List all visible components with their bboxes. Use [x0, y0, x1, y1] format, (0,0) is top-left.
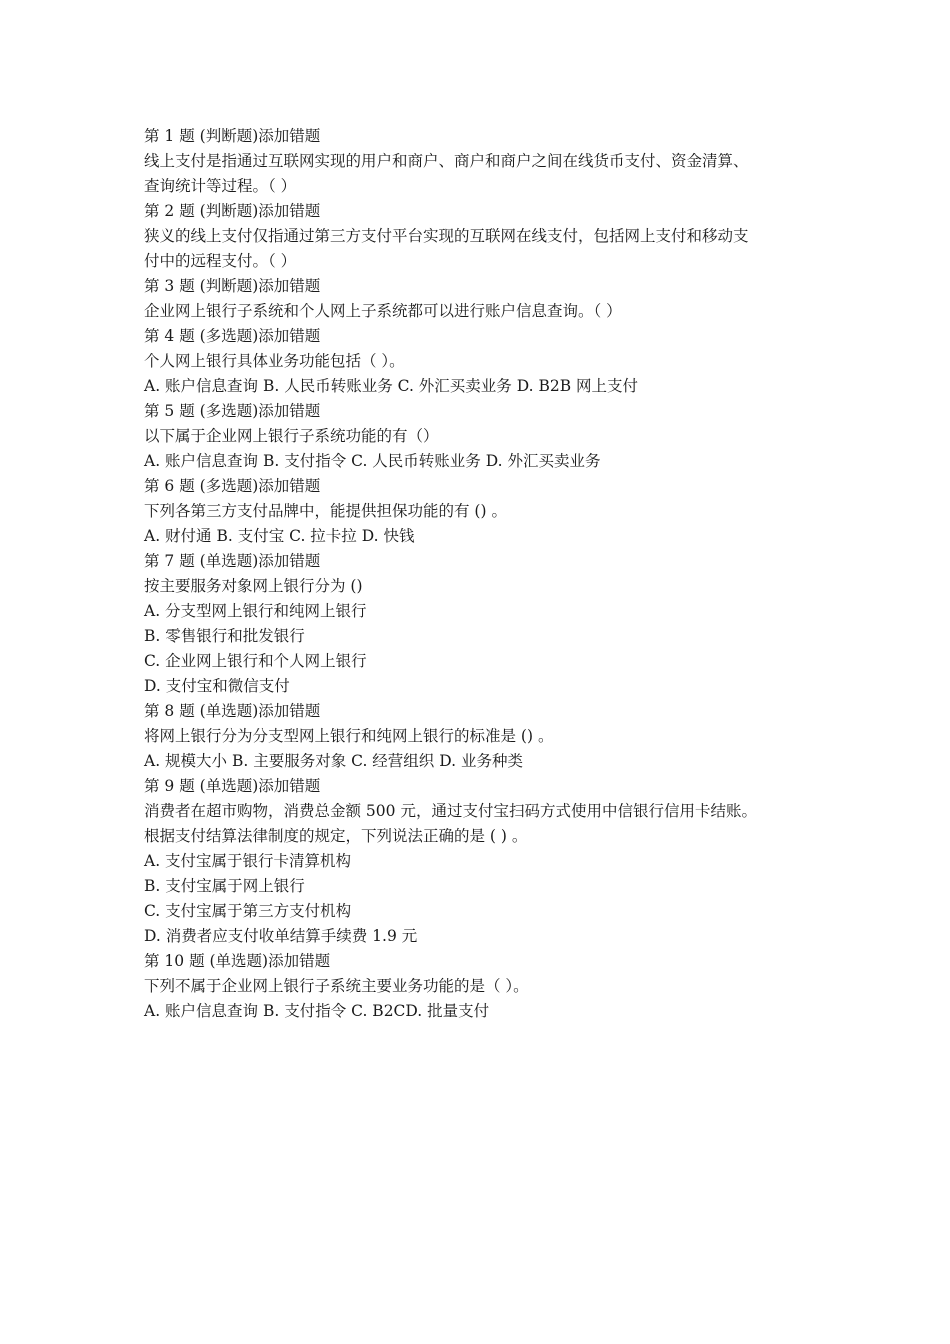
question-header[interactable]: 第 3 题 (判断题)添加错题 — [144, 277, 321, 295]
question-header[interactable]: 第 1 题 (判断题)添加错题 — [144, 127, 321, 145]
question-text: 将网上银行分为分支型网上银行和纯网上银行的标准是 () 。 — [144, 727, 554, 745]
answer-options: A. 账户信息查询 B. 支付指令 C. B2CD. 批量支付 — [144, 1002, 490, 1020]
question-text: 狭义的线上支付仅指通过第三方支付平台实现的互联网在线支付，包括网上支付和移动支 — [144, 227, 749, 245]
answer-options: D. 支付宝和微信支付 — [144, 677, 290, 695]
answer-options: A. 分支型网上银行和纯网上银行 — [144, 602, 367, 620]
answer-options: B. 支付宝属于网上银行 — [144, 877, 305, 895]
question-header[interactable]: 第 5 题 (多选题)添加错题 — [144, 402, 321, 420]
question-text: 个人网上银行具体业务功能包括（ ）。 — [144, 352, 405, 370]
question-text: 查询统计等过程。（ ） — [144, 177, 297, 195]
question-list — [144, 124, 824, 1024]
question-text: 以下属于企业网上银行子系统功能的有（） — [144, 427, 439, 445]
question-header[interactable]: 第 10 题 (单选题)添加错题 — [144, 952, 331, 970]
answer-options: A. 规模大小 B. 主要服务对象 C. 经营组织 D. 业务种类 — [144, 752, 523, 770]
question-header[interactable]: 第 8 题 (单选题)添加错题 — [144, 702, 321, 720]
answer-options: A. 账户信息查询 B. 支付指令 C. 人民币转账业务 D. 外汇买卖业务 — [144, 452, 601, 470]
question-text: 消费者在超市购物，消费总金额 500 元，通过支付宝扫码方式使用中信银行信用卡结账。 — [144, 802, 757, 820]
question-header[interactable]: 第 4 题 (多选题)添加错题 — [144, 327, 321, 345]
question-text: 线上支付是指通过互联网实现的用户和商户、商户和商户之间在线货币支付、资金清算、 — [144, 152, 749, 170]
answer-options: D. 消费者应支付收单结算手续费 1.9 元 — [144, 927, 418, 945]
question-header[interactable]: 第 9 题 (单选题)添加错题 — [144, 777, 321, 795]
answer-options: B. 零售银行和批发银行 — [144, 627, 305, 645]
question-text: 下列各第三方支付品牌中，能提供担保功能的有 () 。 — [144, 502, 507, 520]
answer-options: A. 支付宝属于银行卡清算机构 — [144, 852, 352, 870]
answer-options: A. 财付通 B. 支付宝 C. 拉卡拉 D. 快钱 — [144, 527, 415, 545]
answer-options: C. 支付宝属于第三方支付机构 — [144, 902, 352, 920]
question-text: 付中的远程支付。（ ） — [144, 252, 297, 270]
document-page — [144, 124, 824, 1024]
question-text: 企业网上银行子系统和个人网上子系统都可以进行账户信息查询。（ ） — [144, 302, 622, 320]
answer-options: C. 企业网上银行和个人网上银行 — [144, 652, 367, 670]
answer-options: A. 账户信息查询 B. 人民币转账业务 C. 外汇买卖业务 D. B2B 网上支付 — [144, 377, 639, 395]
question-text: 下列不属于企业网上银行子系统主要业务功能的是（ ）。 — [144, 977, 529, 995]
question-text: 按主要服务对象网上银行分为 () — [144, 577, 363, 595]
question-header[interactable]: 第 6 题 (多选题)添加错题 — [144, 477, 321, 495]
question-text: 根据支付结算法律制度的规定，下列说法正确的是 ( ) 。 — [144, 827, 528, 845]
question-header[interactable]: 第 2 题 (判断题)添加错题 — [144, 202, 321, 220]
question-header[interactable]: 第 7 题 (单选题)添加错题 — [144, 552, 321, 570]
